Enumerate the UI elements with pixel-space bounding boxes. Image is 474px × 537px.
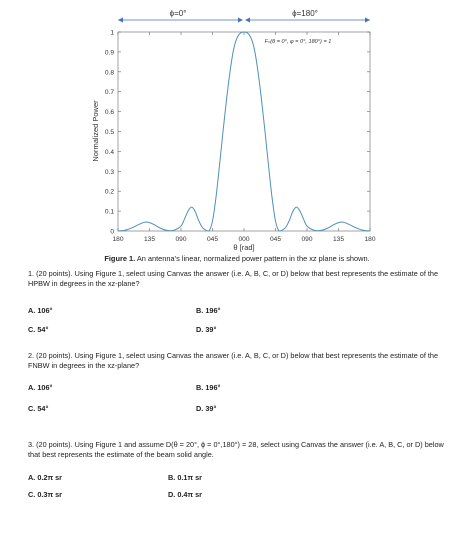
- x-tick-label: 135: [332, 236, 345, 243]
- question-3-text: 3. (20 points). Using Figure 1 and assume D(θ = 20°, ϕ = 0°,180°) = 28, select using Canvas the answer (i.e. A, B, C, or D) below that best represents the estimate of the beam solid angle.: [28, 440, 444, 459]
- caption-text: An antenna’s linear, normalized power pattern in the xz plane is shown.: [135, 254, 370, 263]
- q3-option-d[interactable]: D. 0.4π sr: [168, 490, 202, 499]
- x-tick-label: 180: [364, 236, 376, 243]
- x-tick-label: 135: [143, 236, 156, 243]
- y-tick-label: 0.5: [104, 129, 114, 136]
- q2-option-c[interactable]: C. 54°: [28, 404, 49, 413]
- x-tick-label: 180: [112, 236, 124, 243]
- y-tick-label: 0.6: [104, 109, 114, 117]
- x-axis-ticks: [110, 29, 376, 243]
- plot-frame: [118, 32, 370, 231]
- q1-option-c[interactable]: C. 54°: [28, 325, 49, 334]
- q3-option-b[interactable]: B. 0.1π sr: [168, 473, 202, 482]
- question-2-text: 2. (20 points). Using Figure 1, select using Canvas the answer (i.e. A, B, C, or D) below that best represents the estimate of the FNBW in degrees in the xz-plane?: [28, 351, 439, 370]
- y-tick-label: 1: [110, 29, 114, 37]
- phi-180-label: ϕ=180°: [292, 9, 318, 18]
- y-axis-ticks: [105, 30, 370, 236]
- q1-option-a[interactable]: A. 106°: [28, 306, 53, 315]
- y-axis-label: Normalized Power: [91, 100, 100, 162]
- x-tick-label: 045: [269, 236, 282, 243]
- arrow-head-center-right: [245, 18, 250, 23]
- figure-caption: [0, 254, 474, 264]
- x-tick-label: 090: [301, 236, 313, 243]
- q2-option-a[interactable]: A. 106°: [28, 383, 53, 392]
- y-tick-label: 0.1: [104, 208, 114, 216]
- x-tick-label: 000: [238, 236, 250, 243]
- q2-option-d[interactable]: D. 39°: [196, 404, 217, 413]
- q3-option-a[interactable]: A. 0.2π sr: [28, 473, 62, 482]
- x-tick-label: 090: [175, 236, 187, 243]
- pattern-annotation: Fₙ(θ = 0°, φ = 0°, 180°) = 1: [264, 39, 332, 45]
- y-tick-label: 0.8: [104, 69, 114, 77]
- y-tick-label: 0.2: [104, 188, 114, 196]
- x-axis-label: θ [rad]: [233, 243, 255, 252]
- q1-option-d[interactable]: D. 39°: [196, 325, 217, 334]
- y-tick-label: 0.4: [104, 148, 114, 156]
- arrow-head-right: [365, 18, 370, 23]
- x-tick-label: 045: [206, 236, 219, 243]
- phi-arrows: [118, 18, 370, 23]
- q2-option-b[interactable]: B. 196°: [196, 383, 221, 392]
- q3-option-c[interactable]: C. 0.3π sr: [28, 490, 62, 499]
- y-tick-label: 0.9: [104, 49, 114, 57]
- y-tick-label: 0: [110, 228, 114, 236]
- arrow-head-center-left: [238, 18, 243, 23]
- caption-label: Figure 1.: [104, 254, 136, 263]
- antenna-pattern-figure: [0, 0, 474, 262]
- q1-option-b[interactable]: B. 196°: [196, 306, 221, 315]
- y-tick-label: 0.3: [104, 168, 114, 176]
- y-tick-label: 0.7: [104, 89, 114, 97]
- question-1-text: 1. (20 points). Using Figure 1, select using Canvas the answer (i.e. A, B, C, or D) below that best represents the estimate of the HPBW in degrees in the xz-plane?: [28, 269, 439, 288]
- pattern-curve: [118, 32, 370, 231]
- phi-0-label: ϕ=0°: [169, 9, 187, 18]
- arrow-head-left: [118, 18, 123, 23]
